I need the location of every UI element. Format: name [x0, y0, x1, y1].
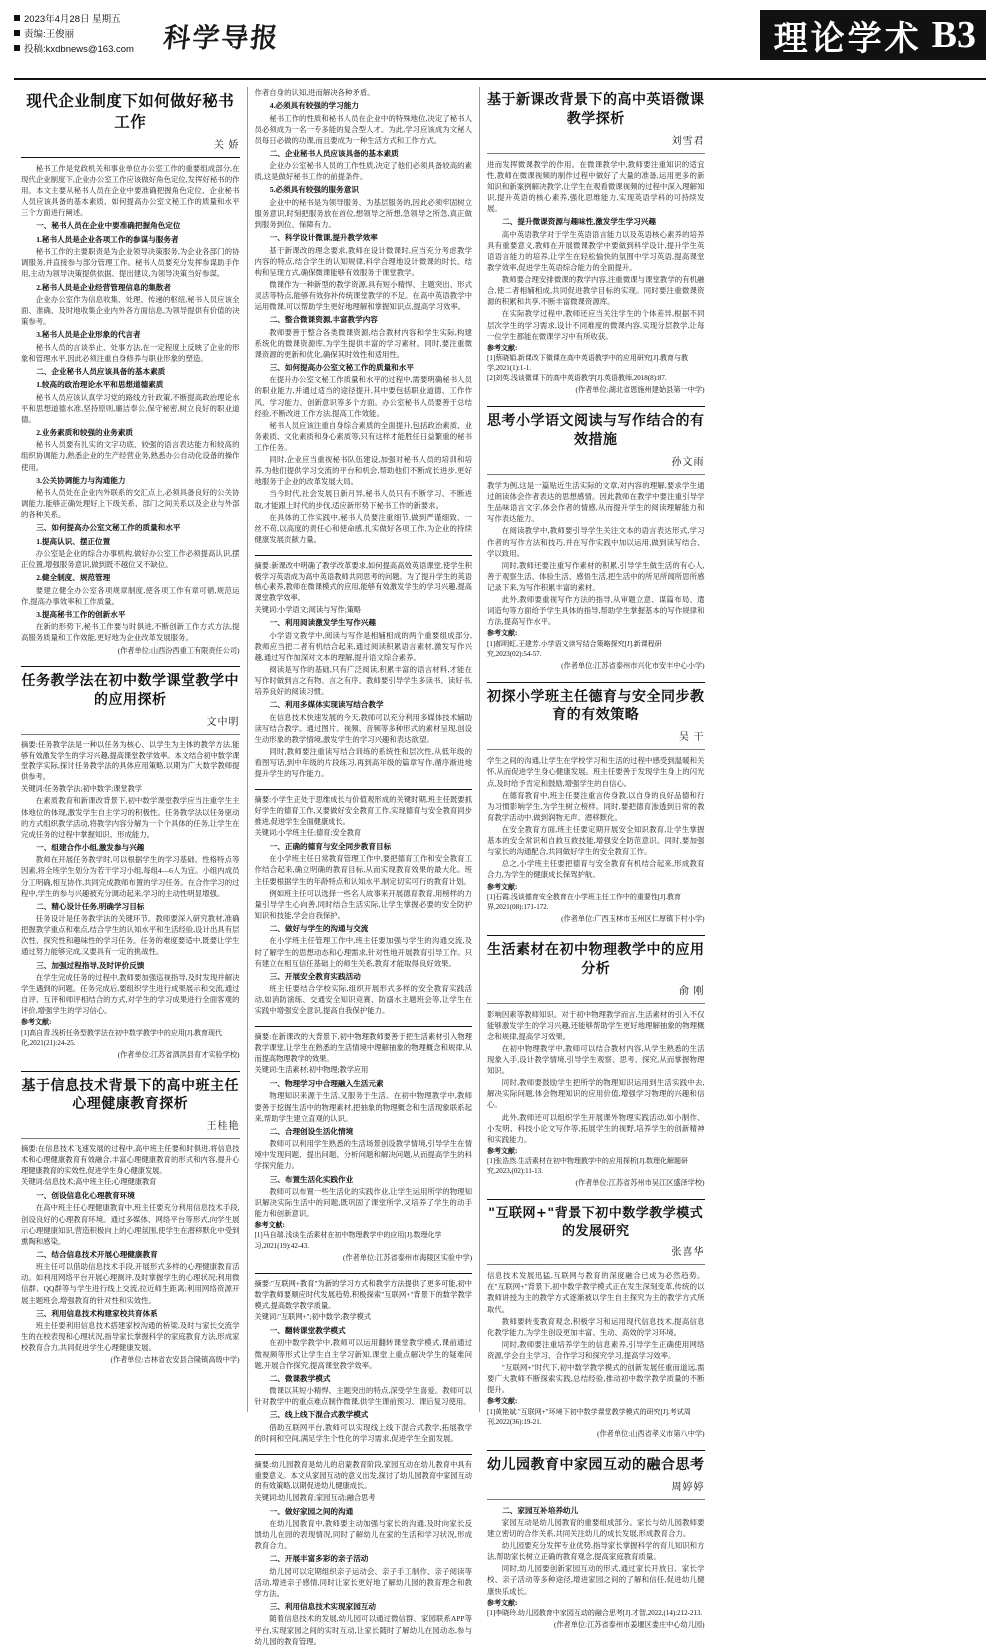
- references: [487, 1146, 705, 1176]
- article-keywords: 关键词:任务教学法;初中数学;课堂教学: [21, 784, 142, 793]
- divider: [487, 474, 705, 475]
- paragraph: 幼儿园要充分发挥专业优势,指导家长掌握科学的育儿知识和方法,帮助家长树立正确的教育观念,提高家庭教育质量。: [487, 1541, 705, 1562]
- paragraph: 秘书工作是党政机关和事业单位办公室工作的重要组成部分,在现代企业制度下,企业办公室工作应该做好角色定位,发挥好秘书的作用。本文主要从秘书人员在企业中要准确把握角色定位、企业秘书人员应该具备的基本素质、如何提高办公室文秘工作的质量和水平三个方面进行阐述。: [21, 163, 240, 218]
- reference-item: [1]马自瑞.浅谈生活素材在初中物理教学中的应用[J].数理化学习,2021(19):42-43.: [254, 1231, 442, 1250]
- paper-logo: 科学导报: [161, 23, 281, 54]
- paragraph: 教师在开展任务教学时,可以根据学生的学习基础、性格特点等因素,将全班学生划分为若干学习小组,每组4—6人为宜。小组内成员分工明确,相互协作,共同完成教师布置的学习任务。在合作学习的过程中,学生的参与兴趣被充分调动起来,学习的主动性明显增强。: [21, 855, 240, 898]
- article-author: 孙文雨: [671, 456, 705, 468]
- paragraph: 班主任可以借助信息技术手段,开展形式多样的心理健康教育活动。如利用网络平台开展心理测评,及时掌握学生的心理状况;利用微信群、QQ群等与学生进行线上交流,拉近师生距离;利用网络资源开展主题班会,增强教育的针对性和实效性。: [21, 1262, 240, 1305]
- section-heading: 3.提高秘书工作的创新水平: [36, 609, 126, 619]
- article-abstract-block-kindergarten: [255, 1460, 473, 1647]
- section-heading: 一、正确的德育与安全同步教育目标: [269, 841, 392, 851]
- paragraph: 作者自身的认知,进而解决各种矛盾。: [254, 88, 375, 97]
- section-heading: 一、做好家园之间的沟通: [269, 1506, 354, 1516]
- article-abstract: 摘要:新课改中明确了教学改革要求,如何提高高效英语课堂,使学生积极学习英语成为高中英语教师共同思考的问题。为了提升学生的英语核心素养,教师在微课模式的应用,能够有效激发学生的学习兴趣,提高课堂教学效率。: [254, 561, 472, 602]
- article-abstract-block-internet-plus-math: [255, 1279, 473, 1444]
- article-author: 文中明: [206, 717, 240, 729]
- section-name-left: 理论: [773, 18, 848, 59]
- divider: [487, 153, 705, 154]
- paragraph: 任务设计是任务教学法的关键环节。教师要深入研究教材,准确把握教学重点和难点,结合学生的认知水平和生活经验,设计出具有层次性、探究性和趣味性的学习任务。任务的难度要适中,既要让学生通过努力能够完成,又要具有一定的挑战性。: [21, 914, 240, 957]
- paragraph: 秘书人员应该注重自身综合素质的全面提升,包括政治素质、业务素质、文化素质和身心素质等,只有这样才能胜任日益繁重的秘书工作任务。: [254, 420, 472, 452]
- reference-item: [1]李晓玲.幼儿园教育中家园互动的融合思考[J].才智,2022,(14):212-213.: [487, 1608, 703, 1617]
- divider: [21, 1071, 240, 1072]
- bullet-icon: [14, 45, 20, 51]
- references-heading: 参考文献:: [487, 882, 518, 891]
- divider: [487, 749, 705, 750]
- masthead: [14, 10, 986, 80]
- references-heading: 参考文献:: [487, 1146, 518, 1155]
- issue-date: 2023年4月28日 星期五: [14, 12, 164, 27]
- article-abstract-block-english-microlesson: [255, 561, 473, 779]
- references-heading: 参考文献:: [487, 1397, 518, 1406]
- article-continuation-secretary: [255, 87, 473, 545]
- divider: [255, 1026, 473, 1027]
- paragraph: "互联网+"时代下,初中数学教学模式的创新发展任重而道远,需要广大教师不断探索实践,总结经验,推动初中数学教学质量的不断提升。: [487, 1363, 705, 1395]
- references: [21, 1017, 240, 1047]
- paragraph: 在实际教学过程中,教师还应当关注学生的个体差异,根据不同层次学生的学习需求,设计不同难度的微课内容,实现分层教学,让每一位学生都能在微课学习中有所收获。: [487, 309, 705, 341]
- article-keywords: 关键词:小学语文;阅读与写作;策略: [254, 605, 362, 614]
- section-name-right: 学术: [847, 18, 922, 59]
- paragraph: 秘书人员要有扎实的文字功底、较强的语言表达能力和较高的组织协调能力,熟悉企业的生产经营业务,熟悉办公自动化设备的操作使用。: [21, 440, 240, 472]
- section-heading: 二、合理创设生活化情境: [269, 1126, 354, 1136]
- divider: [255, 789, 473, 790]
- paragraph: 例如班主任可以选择一些名人故事来开展德育教育,用榜样的力量引导学生心向善,同时结合生活实际,让学生掌握必要的安全防护知识和技能,学会自我保护。: [254, 888, 472, 920]
- paragraph: 教学为例,这是一篇贴近生活实际的文章,对内容的理解,要求学生通过朗读体会作者表达的思想感情。因此教师在教学中要注重引导学生品味语言文字,体会作者的情感,从而提升学生的阅读理解能力和写作表达能力。: [487, 480, 705, 524]
- paragraph: 学生之间的沟通,让学生在学校学习和生活的过程中感受到温暖和关怀,从而促进学生身心健康发展。班主任要善于发现学生身上的闪光点,及时给予肯定和鼓励,增强学生的自信心。: [487, 756, 705, 788]
- article-abstract: 摘要:幼儿园教育是幼儿的启蒙教育阶段,家园互动在幼儿教育中具有重要意义。本文从家园互动的意义出发,探讨了幼儿园教育中家园互动的有效策略,以期促进幼儿健康成长。: [254, 1461, 472, 1491]
- article-keywords: 关键词:信息技术;高中班主任;心理健康教育: [21, 1178, 157, 1187]
- section-heading: 2.业务素质和较强的业务素质: [36, 427, 134, 437]
- article-affiliation: (作者单位:江苏省泗洪县育才实验学校): [117, 1050, 240, 1059]
- paragraph: 同时,教师要鼓励学生把所学的物理知识运用到生活实践中去,解决实际问题,体会物理知识的应用价值,增强学习物理的兴趣和信心。: [487, 1078, 705, 1110]
- paragraph: 秘书工作的主要职责是为企业领导决策服务,为企业各部门的协调服务,并直接参与部分管理工作。秘书人员要充分发挥参谋助手作用,主动为领导决策提供依据、提出建议,为领导决策当好参谋。: [21, 247, 240, 279]
- references: [487, 343, 705, 384]
- reference-item: [1]高自青.浅析任务型教学法在初中数学教学中的应用[J].教育现代化,2021(21):24-25.: [21, 1028, 223, 1047]
- editor-line: 责编:王俊丽: [14, 27, 164, 42]
- section-heading: 一、秘书人员在企业中要准确把握角色定位: [36, 221, 181, 231]
- divider: [487, 1450, 705, 1451]
- section-heading: 三、如何提高办公室文秘工作的质量和水平: [269, 362, 414, 372]
- article-keywords: 关键词:幼儿园教育;家园互动;融合思考: [254, 1493, 376, 1502]
- paragraph: 进而发挥微课教学的作用。在微课教学中,教师要注重知识的适宜性,教师在微课视频的制作过程中做好了大量的准备,运用更多的新知识和新案例解决教学,让学生在观看微课视频的过程中深入理解知识,提升英语的核心素养,强化思维能力,实现英语学科的可持续发展。: [487, 159, 705, 214]
- article-abstract: 摘要:在信息技术飞速发展的过程中,高中班主任要和时俱进,将信息技术和心理健康教育有效融合,丰富心理健康教育的形式和内容,提升心理健康教育的实效性,促进学生身心健康发展。: [21, 1145, 240, 1175]
- paragraph: 物理知识来源于生活,又服务于生活。在初中物理教学中,教师要善于挖掘生活中的物理素材,把抽象的物理概念和生活现象联系起来,帮助学生建立直观的认识。: [254, 1091, 472, 1123]
- paragraph: 同时,教师要注重培养学生的信息素养,引导学生正确使用网络资源,学会自主学习、合作学习和探究学习,提高学习效率。: [487, 1339, 705, 1360]
- article-title: 初探小学班主任德育与安全同步教育的有效策略: [487, 688, 705, 724]
- article-author: 张喜华: [671, 1247, 705, 1259]
- article-affiliation: (作者单位:山西省孝义市第八中学): [597, 1429, 705, 1438]
- section-heading: 二、结合信息技术开展心理健康教育: [36, 1249, 158, 1259]
- reference-item: [2]刘英.浅谈微课下的高中英语教学[J].英语教师,2018(8):87.: [487, 374, 667, 383]
- paragraph: 当今时代,社会发展日新月异,秘书人员只有不断学习、不断进取,才能跟上时代的步伐,适应新形势下秘书工作的新要求。: [254, 489, 472, 510]
- paragraph: 企业办公室作为信息收集、处理、传递的枢纽,秘书人员应该全面、准确、及时地收集企业内外各方面信息,为领导提供有价值的决策参考。: [21, 294, 240, 327]
- paragraph: 基于新课改的理念要求,教师在设计微课时,应当充分考虑教学内容的特点,结合学生的认知规律,科学合理地设计微课的时长、结构和呈现方式,确保微课能够有效服务于课堂教学。: [254, 245, 472, 277]
- section-heading: 二、微课教学模式: [269, 1373, 331, 1383]
- paragraph: 在学生完成任务的过程中,教师要加强巡视指导,及时发现并解决学生遇到的问题。任务完成后,要组织学生进行成果展示和交流,通过自评、互评和师评相结合的方式,对学生的学习成果进行全面客观的评价,增强学生的学习信心。: [21, 972, 240, 1016]
- divider: [255, 555, 473, 556]
- article-author: 俞 刚: [679, 985, 705, 997]
- paragraph: 教师要善于整合各类微课资源,结合教材内容和学生实际,构建系统化的微课资源库,为学生提供丰富的学习素材。同时,要注重微课资源的更新和优化,确保其时效性和适用性。: [254, 327, 472, 359]
- paragraph: 企业办公室秘书人员的工作性质,决定了他们必须具备较高的素质,这是做好秘书工作的前提条件。: [254, 161, 472, 182]
- paragraph: 企业中的秘书是为领导服务、为基层服务的,因此必须牢固树立服务意识,时刻把服务放在首位,想领导之所想,急领导之所急,真正做到服务到位、保障有力。: [254, 197, 472, 230]
- article-modern-enterprise-secretary: [21, 91, 240, 656]
- article-title: 基于新课改背景下的高中英语微课教学探析: [487, 92, 705, 127]
- section-heading: 一、创设信息化心理教育环境: [36, 1191, 135, 1200]
- reference-item: [1]蔡晓娟.新课改下微课在高中英语教学中的应用研究[J].教育与教学,2021(1):1-1.: [487, 353, 689, 373]
- divider: [255, 1273, 473, 1274]
- article-english-microlesson: [487, 91, 705, 396]
- article-abstract: 摘要:在新课改的大背景下,初中物理教师要善于把生活素材引入物理教学课堂,让学生在熟悉的生活情境中理解抽象的物理概念和规律,从而提高物理教学的效果。: [254, 1033, 472, 1063]
- section-heading: 二、开展丰富多彩的亲子活动: [269, 1554, 369, 1564]
- section-heading: 二、整合微课资源,丰富教学内容: [269, 315, 378, 325]
- paragraph: 在信息技术快速发展的今天,教师可以充分利用多媒体技术辅助读写结合教学。通过图片、视频、音频等多种形式的素材呈现,创设生动形象的教学情境,激发学生的学习兴趣和表达欲望。: [254, 712, 472, 744]
- bullet-icon: [14, 15, 20, 21]
- references-heading: 参考文献:: [487, 1598, 518, 1607]
- submission-line: 投稿:kxdbnews@163.com: [14, 42, 164, 57]
- section-heading: 5.必须具有较强的服务意识: [269, 185, 359, 195]
- references: [487, 628, 705, 658]
- section-heading: 三、利用信息技术构建家校共育体系: [36, 1308, 158, 1318]
- section-heading: 一、物理学习中合理融入生活元素: [269, 1079, 384, 1089]
- section-heading: 二、做好与学生的沟通与交流: [269, 924, 369, 933]
- article-affiliation: (作者单位:广西玉林市玉州区仁厚镇下村小学): [561, 915, 705, 923]
- article-abstract: 摘要:"互联网+教育"为新的学习方式和教学方法提供了更多可能,初中数学教师要顺应时代发展趋势,积极探索"互联网+"背景下的数学教学模式,提高数学教学质量。: [254, 1280, 472, 1310]
- section-heading: 三、利用信息技术实现家园互动: [269, 1602, 376, 1612]
- masthead-info: [14, 10, 164, 58]
- section-heading: 2.秘书人员是企业经营管理信息的集散者: [36, 282, 171, 292]
- section-heading: 三、加强过程指导,及时评价反馈: [36, 960, 145, 970]
- references: [487, 1598, 705, 1618]
- article-kindergarten-home-school: [487, 1456, 705, 1631]
- paragraph: 幼儿园可以定期组织亲子运动会、亲子手工制作、亲子阅读等活动,增进亲子感情,同时让家长更好地了解幼儿园的教育理念和教学方法。: [254, 1566, 472, 1598]
- references-heading: 参考文献:: [254, 1221, 285, 1230]
- references: [255, 1220, 473, 1250]
- paragraph: 秘书工作的性质和秘书人员在企业中的特殊地位,决定了秘书人员必须成为一名一专多能的复合型人才。为此,学习应该成为文秘人员每日必做的功课,而且要成为一种生活方式和工作方式。: [254, 113, 472, 145]
- paragraph: 在小学班主任日常教育管理工作中,要把德育工作和安全教育工作结合起来,确立明确的教育目标,从而实现教育效果的最大化。班主任要根据学生的年龄特点和认知水平,制定切实可行的教育计划。: [254, 854, 472, 886]
- divider: [487, 1499, 705, 1500]
- divider: [255, 1454, 473, 1455]
- paragraph: 教师可以利用学生熟悉的生活场景创设教学情境,引导学生在情境中发现问题、提出问题、分析问题和解决问题,从而提高学生的科学探究能力。: [254, 1139, 472, 1171]
- paragraph: 同时,企业应当重视秘书队伍建设,加强对秘书人员的培训和培养,为他们提供学习交流的平台和机会,帮助他们不断成长进步,更好地服务于企业的改革发展大局。: [254, 455, 472, 487]
- paragraph: 秘书人员处在企业内外联系的交汇点上,必须具备良好的公关协调能力,能够正确处理好上下级关系、部门之间关系以及企业与外部的各种关系。: [21, 488, 240, 520]
- section-heading: 一、利用阅读激发学生写作兴趣: [269, 618, 376, 628]
- paragraph: 在新的形势下,秘书工作要与时俱进,不断创新工作方式方法,提高服务质量和工作效能,更好地为企业改革发展服务。: [21, 622, 240, 643]
- bullet-icon: [14, 30, 20, 36]
- article-reading-writing: [487, 412, 705, 671]
- article-task-teaching-math: [21, 672, 240, 1060]
- column-container: [14, 87, 986, 1646]
- article-keywords: 关键词:小学班主任;德育;安全教育: [254, 829, 362, 838]
- paragraph: 总之,小学班主任要把德育与安全教育有机结合起来,形成教育合力,为学生的健康成长保驾护航。: [487, 859, 705, 880]
- references: [487, 882, 705, 912]
- section-heading: 3.公关协调能力与沟通能力: [36, 475, 126, 485]
- article-affiliation: (作者单位:江苏省泰州市海陵区实验中学): [343, 1253, 472, 1262]
- paragraph: 在小学班主任管理工作中,班主任要加强与学生的沟通交流,及时了解学生的思想动态和心理需求,针对性地开展教育引导工作。只有建立在相互信任基础上的师生关系,教育才能取得良好效果。: [254, 936, 472, 968]
- paragraph: 在具体的工作实践中,秘书人员要注重细节,做到严谨细致、一丝不苟,以高度的责任心和使命感,扎实做好各项工作,为企业的持续健康发展贡献力量。: [254, 512, 472, 544]
- paragraph: 在初中物理教学中,教师可以结合教材内容,从学生熟悉的生活现象入手,设计教学情境,引导学生观察、思考、探究,从而掌握物理知识。: [487, 1043, 705, 1076]
- section-heading: 三、线上线下混合式教学模式: [269, 1410, 369, 1420]
- article-title: 幼儿园教育中家园互动的融合思考: [487, 1456, 705, 1473]
- article-author: 吴 干: [679, 732, 705, 744]
- divider: [21, 734, 240, 735]
- paragraph: 教师要转变教育观念,积极学习和运用现代信息技术,提高信息化教学能力,为学生创设更加丰富、生动、高效的学习环境。: [487, 1316, 705, 1337]
- paragraph: 要建立健全办公室各项规章制度,使各项工作有章可循,规范运作,提高办事效率和工作质量。: [21, 585, 240, 606]
- paragraph: 秘书人员的言谈举止、处事方法,在一定程度上反映了企业的形象和管理水平,因此必须注重自身修养与职业形象的塑造。: [21, 342, 240, 363]
- paragraph: 教师可以布置一些生活化的实践作业,让学生运用所学的物理知识解决实际生活中的问题,既巩固了课堂所学,又培养了学生的动手能力和创新意识。: [254, 1186, 472, 1219]
- article-title: 生活素材在初中物理教学中的应用分析: [487, 941, 705, 977]
- reference-item: [1]郝明虹,王建芳.小学语文读写结合策略探究[J].新课程研究,2023(02):54-57.: [487, 639, 662, 658]
- references-heading: 参考文献:: [487, 343, 518, 352]
- paragraph: 秘书人员应该认真学习党的路线方针政策,不断提高政治理论水平和思想道德水准,坚持原则,廉洁奉公,保守秘密,树立良好的职业道德。: [21, 392, 240, 424]
- article-title: 现代企业制度下如何做好秘书工作: [26, 91, 235, 131]
- paragraph: 此外,教师要重视写作方法的指导,从审题立意、谋篇布局、遣词造句等方面给予学生具体的指导,帮助学生掌握基本的写作规律和方法,提高写作水平。: [487, 595, 705, 627]
- paragraph: 阅读是写作的基础,只有广泛阅读,积累丰富的语言材料,才能在写作时做到言之有物、言之有序。教师要引导学生多读书、读好书,培养良好的阅读习惯。: [254, 664, 472, 697]
- article-affiliation: (作者单位:江苏省泰州市姜堰区娄庄中心幼儿园): [553, 1620, 705, 1629]
- section-heading: 二、家园互补培养幼儿: [502, 1505, 579, 1515]
- article-affiliation: (作者单位:吉林省农安县合隆镇高级中学): [110, 1356, 240, 1365]
- paragraph: 小学语文教学中,阅读与写作是相辅相成的两个重要组成部分,教师应当把二者有机结合起来,通过阅读积累语言素材,激发写作兴趣,通过写作加深对文本的理解,提升语文综合素养。: [254, 630, 472, 662]
- article-affiliation: (作者单位:江苏省苏州市吴江区盛泽学校): [575, 1179, 705, 1188]
- section-heading: 4.必须具有较强的学习能力: [269, 101, 359, 111]
- article-title: 任务教学法在初中数学课堂教学中的应用探析: [21, 673, 239, 709]
- reference-item: [1]石霞.浅谈德育安全教育在小学班主任工作中的重要性[J].教育界,2021(08):171-172.: [487, 892, 682, 911]
- article-internet-plus-math: [487, 1205, 705, 1440]
- paragraph: 班主任要利用信息技术搭建家校沟通的桥梁,及时与家长交流学生的在校表现和心理状况,指导家长掌握科学的家庭教育方法,形成家校教育合力,共同促进学生心理健康发展。: [21, 1321, 240, 1353]
- section-heading: 一、组建合作小组,激发参与兴趣: [36, 842, 145, 852]
- reference-item: [1]黄艳斌."互联网+"环境下初中数学课堂教学模式的研究[J].考试周刊,2022(36):19-21.: [487, 1407, 691, 1426]
- section-heading: 二、企业秘书人员应该具备的基本素质: [269, 148, 399, 158]
- section-heading: 三、如何提高办公室文秘工作的质量和水平: [36, 523, 181, 533]
- paragraph: 在德育教育中,班主任要注重言传身教,以自身的良好品德和行为习惯影响学生,为学生树立榜样。同时,要把德育渗透到日常的教育教学活动中,做到润物无声、潜移默化。: [487, 790, 705, 822]
- divider: [487, 1264, 705, 1265]
- paragraph: 在幼儿园教育中,教师要主动加强与家长的沟通,及时向家长反馈幼儿在园的表现情况,同时了解幼儿在家的生活和学习状况,形成教育合力。: [254, 1519, 472, 1551]
- article-author: 王桂艳: [206, 1121, 240, 1133]
- paragraph: 高中英语教学对于学生英语语言能力以及英语核心素养的培养具有重要意义,教师在开展微课教学中要做到科学设计,提升学生英语语言能力的培养,让学生在轻松愉快的氛围中学习英语,提高课堂教学效率,促进学生英语综合能力的全面提升。: [487, 229, 705, 273]
- paragraph: 在阅读教学中,教师要引导学生关注文本的语言表达形式,学习作者的写作方法和技巧,并在写作实践中加以运用,做到读写结合、学以致用。: [487, 526, 705, 558]
- divider: [487, 406, 705, 407]
- article-title: 思考小学语文阅读与写作结合的有效措施: [487, 413, 705, 449]
- article-abstract: 摘要:任务教学法是一种以任务为核心、以学生为主体的教学方法,能够有效激发学生的学习兴趣,提高课堂教学效率。本文结合初中数学课堂教学实际,探讨任务教学法的具体应用策略,以期为广大数学教师提供参考。: [21, 741, 240, 782]
- paragraph: 在高中班主任心理健康教育中,班主任要充分利用信息技术手段,创设良好的心理教育环境。通过多媒体、网络平台等形式,向学生展示心理健康知识,营造积极向上的心理氛围,使学生在潜移默化中受到熏陶和感染。: [21, 1203, 240, 1246]
- section-heading: 1.较高的政治理论水平和思想道德素质: [36, 380, 164, 390]
- article-abstract-block-physics-life: [255, 1032, 473, 1263]
- paragraph: 在提升办公室文秘工作质量和水平的过程中,需要明确秘书人员的职业能力,并通过适当的途径提升,其中要包括职业道德、工作作风、学习能力、创新意识等多个方面。办公室秘书人员要善于总结经验,不断改进工作方法,提高工作效能。: [254, 375, 472, 418]
- section-heading: 三、布置生活化实践作业: [269, 1174, 354, 1184]
- paragraph: 同时,教师要注重读写结合训练的系统性和层次性,从低年级的看图写话,到中年级的片段练习,再到高年级的篇章写作,循序渐进地提升学生的写作能力。: [254, 747, 472, 779]
- column-2: [247, 87, 480, 1646]
- paragraph: 影响因素等教师知识。对于初中物理教学而言,生活素材的引入不仅能够激发学生的学习兴趣,还能够帮助学生更好地理解抽象的物理概念和规律,提高学习效果。: [487, 1009, 705, 1041]
- section-heading: 2.健全制度、规范管理: [36, 573, 111, 583]
- paragraph: 班主任要结合学校实际,组织开展形式多样的安全教育实践活动,如消防演练、交通安全知识竞赛、防溺水主题班会等,让学生在实践中增强安全意识,提高自我保护能力。: [254, 984, 472, 1016]
- divider: [21, 1138, 240, 1139]
- divider: [21, 666, 240, 667]
- paragraph: 此外,教师还可以组织学生开展课外物理实践活动,如小制作、小发明、科技小论文写作等,拓展学生的视野,培养学生的创新精神和实践能力。: [487, 1112, 705, 1144]
- divider: [21, 157, 240, 158]
- references-heading: 参考文献:: [21, 1018, 52, 1027]
- article-affiliation: (作者单位:湖北省恩施州建始县第一中学): [575, 386, 705, 395]
- divider: [487, 1199, 705, 1200]
- page-code: B3: [931, 14, 976, 56]
- reference-item: [1]张浩然.生活素材在初中物理教学中的应用探析[J].数理化解题研究,2023,(02):11-13.: [487, 1157, 689, 1176]
- column-3: [479, 87, 712, 1629]
- paragraph: 同时,教师还要注重写作素材的积累,引导学生做生活的有心人,善于观察生活、体验生活、感悟生活,把生活中的所见所闻所思所感记录下来,为写作积累丰富的素材。: [487, 560, 705, 592]
- article-affiliation: (作者单位:江苏省泰州市兴化市安丰中心小学): [561, 661, 705, 670]
- article-keywords: 关键词:"互联网+";初中数学;教学模式: [254, 1313, 372, 1322]
- paragraph: 借助互联网平台,教师可以实现线上线下混合式教学,拓展教学的时间和空间,满足学生个性化的学习需求,促进学生全面发展。: [254, 1422, 472, 1443]
- column-1: [14, 87, 247, 1412]
- section-heading: 三、开展安全教育实践活动: [269, 971, 361, 981]
- article-moral-safety: [487, 688, 705, 925]
- article-affiliation: (作者单位:山西汾西重工有限责任公司): [117, 646, 240, 655]
- paragraph: 随着信息技术的发展,幼儿园可以通过微信群、家园联系APP等平台,实现家园之间的实时互动,让家长随时了解幼儿在园动态,参与幼儿园的教育管理。: [254, 1614, 472, 1646]
- article-keywords: 关键词:生活素材;初中物理;教学应用: [254, 1066, 369, 1075]
- section-heading: 3.秘书人员是企业形象的代言者: [36, 330, 141, 340]
- paragraph: 信息技术发展迅猛,互联网与教育的深度融合已成为必然趋势。在"互联网+"背景下,初中数学教学模式正在发生深刻变革,传统的以教师讲授为主的教学方式逐渐被以学生自主探究为主的教学方式所取代。: [487, 1271, 705, 1314]
- divider: [487, 1003, 705, 1004]
- paragraph: 微课以其短小精悍、主题突出的特点,深受学生喜爱。教师可以针对教学中的重点难点制作微课,供学生课前预习、课后复习使用。: [254, 1386, 472, 1407]
- paragraph: 教师要合理安排微课的教学内容,注重微课与课堂教学的有机融合,使二者相辅相成,共同促进教学目标的实现。同时要注重微课资源的积累和共享,不断丰富微课资源库。: [487, 275, 705, 307]
- paragraph: 在安全教育方面,班主任要定期开展安全知识教育,让学生掌握基本的安全常识和自救互救技能,增强安全防范意识。同时,要加强与家长的沟通配合,共同做好学生的安全教育工作。: [487, 825, 705, 857]
- article-title: 基于信息技术背景下的高中班主任心理健康教育探析: [21, 1077, 239, 1113]
- paragraph: 在素质教育和新课改背景下,初中数学课堂教学应当注重学生主体地位的体现,激发学生自主学习的积极性。任务教学法以任务驱动的方式组织教学活动,将教学内容分解为一个个具体的任务,让学生在完成任务的过程中掌握知识、形成能力。: [21, 796, 240, 839]
- paragraph: 微课作为一种新型的教学资源,具有短小精悍、主题突出、形式灵活等特点,能够有效弥补传统课堂教学的不足。在高中英语教学中运用微课,可以帮助学生更好地理解和掌握知识点,提高学习效率。: [254, 279, 472, 312]
- paragraph: 在初中数学教学中,教师可以运用翻转课堂教学模式,课前通过微视频等形式让学生自主学习新知,课堂上重点解决学生的疑难问题,开展合作探究,提高课堂教学效率。: [254, 1338, 472, 1370]
- article-abstract-block-moral-safety: [255, 795, 473, 1016]
- section-banner: [760, 10, 986, 60]
- references-heading: 参考文献:: [487, 629, 518, 638]
- paragraph: 家园互动是幼儿园教育的重要组成部分。家长与幼儿园教师要建立密切的合作关系,共同关注幼儿的成长发展,形成教育合力。: [487, 1517, 705, 1539]
- article-author: 周婷婷: [671, 1481, 705, 1493]
- article-title: "互联网+"背景下初中数学教学模式的发展研究: [488, 1206, 704, 1239]
- section-heading: 1.秘书人员是企业各项工作的参谋与服务者: [36, 234, 179, 244]
- section-heading: 二、提升微课资源与趣味性,激发学生学习兴趣: [502, 217, 656, 227]
- article-it-homeroom-mental-health: [21, 1077, 240, 1367]
- paragraph: 同时,幼儿园要创新家园互动的形式,通过家长开放日、家长学校、亲子活动等多种途径,增进家园之间的了解和信任,促进幼儿健康快乐成长。: [487, 1564, 705, 1596]
- article-physics-life-materials: [487, 941, 705, 1189]
- section-heading: 二、利用多媒体实现读写结合教学: [269, 700, 384, 710]
- section-heading: 一、翻转课堂教学模式: [269, 1326, 346, 1336]
- divider: [487, 682, 705, 683]
- divider: [487, 935, 705, 936]
- paragraph: 办公室是企业的综合办事机构,做好办公室工作必须提高认识,摆正位置,增强服务意识,做到既不越位又不缺位。: [21, 549, 240, 570]
- references: [487, 1396, 705, 1426]
- article-author: 关 娇: [214, 139, 240, 151]
- section-heading: 1.提高认识、摆正位置: [36, 536, 111, 546]
- section-heading: 二、企业秘书人员应该具备的基本素质: [36, 366, 166, 376]
- section-heading: 一、科学设计微课,提升教学效率: [269, 233, 378, 243]
- article-abstract: 摘要:小学生正处于思维成长与价值观形成的关键时期,班主任既要抓好学生的德育工作,又要做好安全教育工作,实现德育与安全教育同步推进,促进学生全面健康成长。: [254, 796, 472, 826]
- section-heading: 二、精心设计任务,明确学习目标: [36, 901, 145, 911]
- article-author: 刘雪君: [671, 135, 705, 147]
